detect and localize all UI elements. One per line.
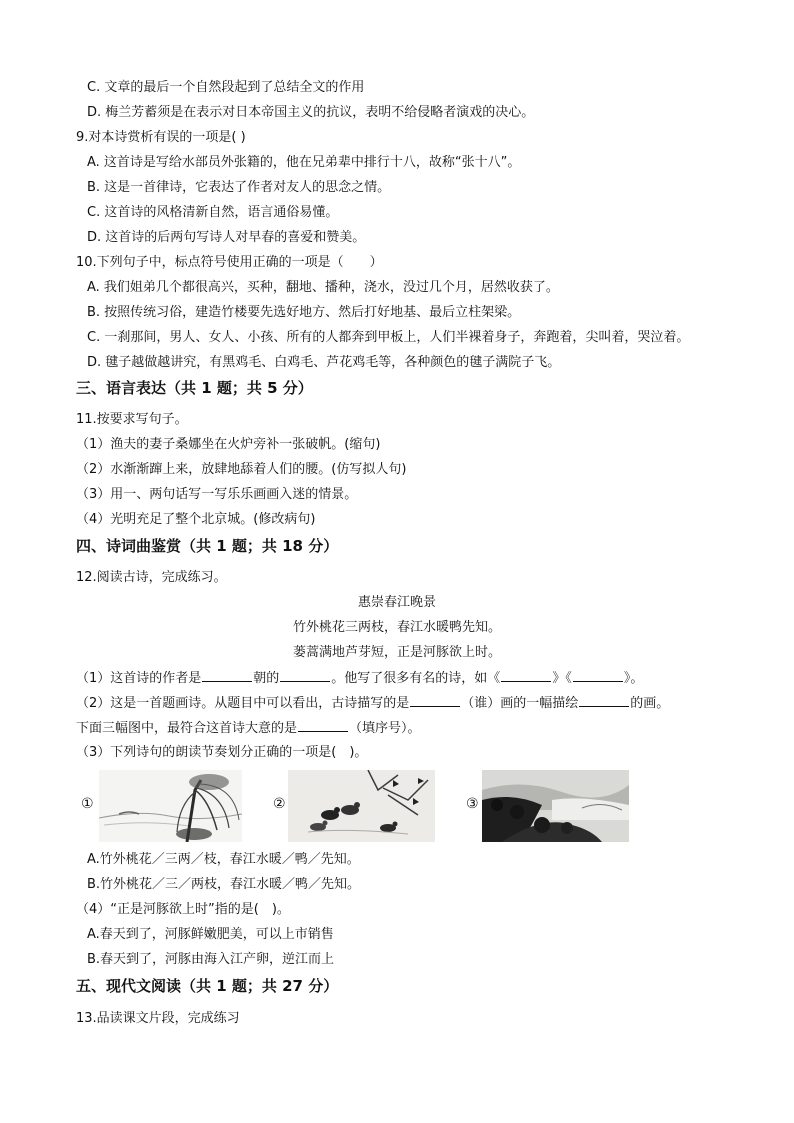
picture-label-3: ③ (466, 796, 479, 812)
q10-option-a: A. 我们姐弟几个都很高兴，买种，翻地、播种，浇水，没过几个月，居然收获了。 (87, 280, 559, 295)
q9-option-d: D. 这首诗的后两句写诗人对早春的喜爱和赞美。 (87, 230, 366, 245)
answer-blank[interactable] (280, 669, 330, 682)
answer-blank[interactable] (202, 669, 252, 682)
q12-sub-3: （3）下列诗句的朗读节奏划分正确的一项是( )。 (76, 745, 368, 760)
q10-option-c: C. 一刹那间，男人、女人、小孩、所有的人都奔到甲板上，人们半裸着身子，奔跑着，尖叫着，哭泣着。 (87, 330, 690, 345)
q8-option-d: D. 梅兰芳蓄须是在表示对日本帝国主义的抗议，表明不给侵略者演戏的决心。 (87, 105, 535, 120)
q8-option-c: C. 文章的最后一个自然段起到了总结全文的作用 (87, 80, 365, 95)
picture-1-willow-river (99, 770, 242, 842)
q11-sub-3: （3）用一、两句话写一写乐乐画画入迷的情景。 (76, 487, 358, 502)
poem-line-1: 竹外桃花三两枝，春江水暖鸭先知。 (292, 620, 501, 635)
q12-stem: 12.阅读古诗，完成练习。 (76, 570, 227, 585)
section-heading-4: 四、诗词曲鉴赏（共 1 题；共 18 分） (76, 537, 339, 555)
poem-line-2: 蒌蒿满地芦芽短，正是河豚欲上时。 (292, 645, 501, 660)
q12-sub-4: （4）“正是河豚欲上时”指的是( )。 (76, 902, 290, 917)
answer-blank[interactable] (410, 694, 460, 707)
q10-option-b: B. 按照传统习俗，建造竹楼要先选好地方、然后打好地基、最后立柱架梁。 (87, 305, 521, 320)
answer-blank[interactable] (573, 669, 623, 682)
q9-stem: 9.对本诗赏析有误的一项是( ) (76, 130, 246, 145)
picture-2-ducks (288, 770, 435, 842)
q11-sub-2: （2）水渐渐蹿上来，放肆地舔着人们的腰。(仿写拟人句) (76, 462, 407, 477)
picture-label-1: ① (81, 796, 94, 812)
q11-sub-4: （4）光明充足了整个北京城。(修改病句) (76, 512, 316, 527)
picture-label-2: ② (273, 796, 286, 812)
poem-title: 惠崇春江晚景 (357, 595, 436, 610)
q12-sub-4-option-b: B.春天到了，河豚由海入江产卵，逆江而上 (87, 952, 335, 967)
section-heading-5: 五、现代文阅读（共 1 题；共 27 分） (76, 977, 339, 995)
answer-blank[interactable] (501, 669, 551, 682)
q10-option-d: D. 毽子越做越讲究，有黑鸡毛、白鸡毛、芦花鸡毛等，各种颜色的毽子满院子飞。 (87, 355, 561, 370)
q11-sub-1: （1）渔夫的妻子桑娜坐在火炉旁补一张破帆。(缩句) (76, 437, 381, 452)
q12-sub-3-option-a: A.竹外桃花／三两／枝，春江水暖／鸭／先知。 (87, 852, 360, 867)
answer-blank[interactable] (579, 694, 629, 707)
q9-option-c: C. 这首诗的风格清新自然，语言通俗易懂。 (87, 205, 339, 220)
q12-sub-3-option-b: B.竹外桃花／三／两枝，春江水暖／鸭／先知。 (87, 877, 361, 892)
answer-blank[interactable] (298, 719, 348, 732)
q9-option-b: B. 这是一首律诗，它表达了作者对友人的思念之情。 (87, 180, 391, 195)
q12-sub-4-option-a: A.春天到了，河豚鲜嫩肥美，可以上市销售 (87, 927, 334, 942)
q12-sub-1: （1）这首诗的作者是 朝的 。他写了很多有名的诗，如《 》《 》。 (76, 671, 644, 686)
q11-stem: 11.按要求写句子。 (76, 412, 188, 427)
q9-option-a: A. 这首诗是写给水部员外张籍的，他在兄弟辈中排行十八，故称“张十八”。 (87, 155, 521, 170)
q12-sub-2: （2）这是一首题画诗。从题目中可以看出，古诗描写的是 （谁）画的一幅描绘 的画。 (76, 696, 670, 711)
section-heading-3: 三、语言表达（共 1 题；共 5 分） (76, 379, 313, 397)
q13-stem: 13.品读课文片段，完成练习 (76, 1011, 240, 1026)
q12-sub-2-continued: 下面三幅图中，最符合这首诗大意的是 （填序号）。 (76, 721, 421, 736)
picture-3-landscape (482, 770, 629, 842)
q10-stem: 10.下列句子中，标点符号使用正确的一项是（ ） (76, 255, 383, 270)
